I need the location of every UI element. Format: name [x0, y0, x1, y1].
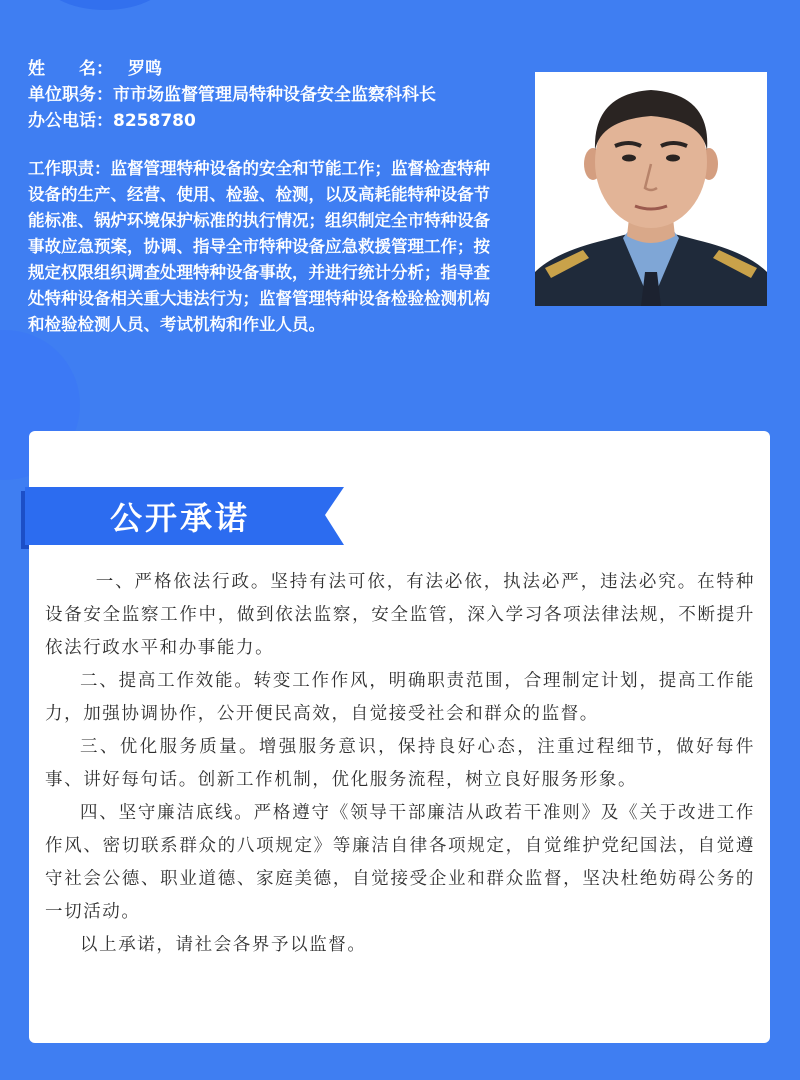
name-label: 姓 名： — [28, 59, 113, 79]
duties-label: 工作职责： — [28, 159, 111, 178]
pledge-title: 公开承诺 — [110, 499, 251, 537]
name-value: 罗鸣 — [128, 59, 162, 79]
phone-row — [28, 108, 493, 134]
pledge-closing: 以上承诺，请社会各界予以监督。 — [80, 935, 367, 955]
name-row — [28, 56, 493, 82]
position-label: 单位职务： — [28, 85, 113, 105]
pledge-paragraph-4: 四、坚守廉洁底线。严格遵守《领导干部廉洁从政若干准则》及《关于改进工作作风、密切联系群众的八项规定》等廉洁自律各项规定，自觉维护党纪国法，自觉遵守社会公德、职业道德、家庭美德，自觉接受企业和群众监督，坚决杜绝妨碍公务的一切活动。 — [45, 803, 755, 922]
phone-value: 8258780 — [113, 111, 196, 131]
position-row — [28, 82, 493, 108]
pledge-paragraph-1: 一、严格依法行政。坚持有法可依，有法必依，执法必严，违法必究。在特种设备安全监察工作中，做到依法监察，安全监管，深入学习各项法律法规，不断提升依法行政水平和办事能力。 — [45, 572, 755, 658]
pledge-paragraph-3: 三、优化服务质量。增强服务意识，保持良好心态，注重过程细节，做好每件事、讲好每句话。创新工作机制，优化服务流程，树立良好服务形象。 — [45, 737, 755, 790]
pledge-paragraph-2: 二、提高工作效能。转变工作作风，明确职责范围，合理制定计划，提高工作能力，加强协调协作，公开便民高效，自觉接受社会和群众的监督。 — [45, 671, 755, 724]
phone-label: 办公电话： — [28, 111, 113, 131]
decor-bubble-top — [40, 0, 170, 10]
portrait-photo — [535, 72, 767, 306]
duties-block — [28, 156, 493, 338]
position-value: 市市场监督管理局特种设备安全监察科科长 — [113, 85, 436, 105]
profile-info — [28, 56, 493, 338]
pledge-content — [45, 566, 755, 962]
duties-text: 监督管理特种设备的安全和节能工作；监督检查特种设备的生产、经营、使用、检验、检测，以及高耗能特种设备节能标准、锅炉环境保护标准的执行情况；组织制定全市特种设备事故应急预案，协调、指导全市特种设备应急救援管理工作；按规定权限组织调查处理特种设备事故，并进行统计分析；指导查处特种设备相关重大违法行为；监督管理特种设备检验检测机构和检验检测人员、考试机构和作业人员。 — [28, 159, 490, 334]
portrait-illustration — [535, 72, 767, 306]
